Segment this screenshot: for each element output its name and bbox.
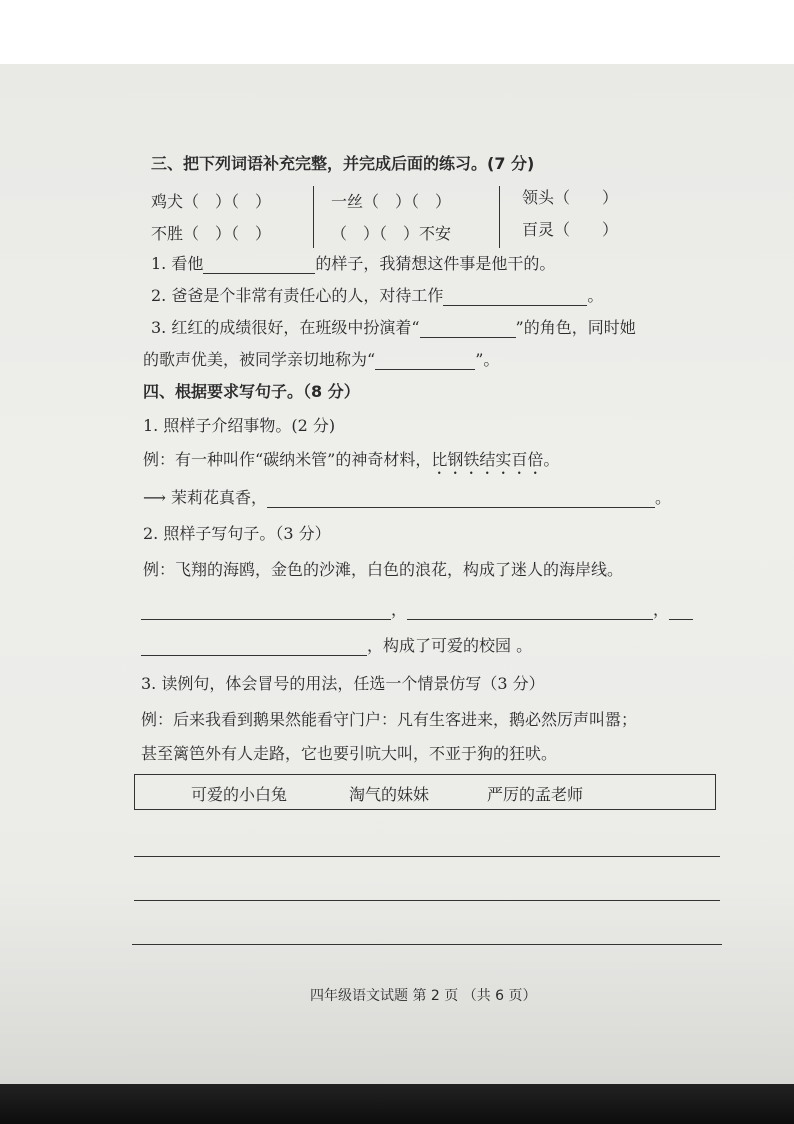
answer-blank[interactable] xyxy=(669,603,693,620)
writing-line-1[interactable] xyxy=(134,856,720,857)
word-cell-r2c1: 不胜（ ）（ ） xyxy=(151,224,272,243)
word-cell-r1c2: 一丝（ ）（ ） xyxy=(331,192,452,211)
s3-question-3-line2: 的歌声优美，被同学亲切地称为“ ”。 xyxy=(143,350,500,369)
grid-divider-1 xyxy=(313,186,314,248)
option-2[interactable]: 淘气的妹妹 xyxy=(349,785,430,804)
word-cell-r2c2: （ ）（ ）不安 xyxy=(331,224,452,243)
s4-q2-title: 2. 照样子写句子。（3 分） xyxy=(143,524,331,543)
word-cell-r2c3: 百灵（ ） xyxy=(522,220,619,239)
s4-q2-example: 例：飞翔的海鸥，金色的沙滩，白色的浪花，构成了迷人的海岸线。 xyxy=(143,560,624,579)
option-1[interactable]: 可爱的小白兔 xyxy=(191,785,288,804)
s3-question-3-line1: 3. 红红的成绩很好，在班级中扮演着“ ”的角色，同时她 xyxy=(151,318,636,337)
answer-blank[interactable] xyxy=(407,603,653,620)
photo-dark-edge xyxy=(0,1084,794,1124)
word-cell-r1c1: 鸡犬（ ）（ ） xyxy=(151,192,272,211)
section-4-heading: 四、根据要求写句子。（8 分） xyxy=(143,382,360,401)
option-3[interactable]: 严厉的孟老师 xyxy=(487,785,584,804)
s4-q1-answer-line: ⟶ 茉莉花真香， 。 xyxy=(143,488,672,507)
s4-q3-example-line1: 例：后来我看到鹅果然能看守门户：凡有生客进来，鹅必然厉声叫嚣； xyxy=(141,710,638,729)
page-footer: 四年级语文试题 第 2 页 （共 6 页） xyxy=(310,988,537,1004)
answer-blank[interactable] xyxy=(141,603,391,620)
s4-q3-title: 3. 读例句，体会冒号的用法，任选一个情景仿写（3 分） xyxy=(141,674,545,693)
s3-question-1: 1. 看他 的样子，我猜想这件事是他干的。 xyxy=(151,254,556,273)
s4-q3-example-line2: 甚至篱笆外有人走路，它也要引吭大叫，不亚于狗的狂吠。 xyxy=(141,744,558,763)
word-cell-r1c3: 领头（ ） xyxy=(522,188,619,207)
answer-blank[interactable] xyxy=(203,257,315,274)
grid-divider-2 xyxy=(499,186,500,248)
answer-blank[interactable] xyxy=(267,491,655,508)
s4-q1-title: 1. 照样子介绍事物。(2 分) xyxy=(143,416,336,435)
answer-blank[interactable] xyxy=(443,289,587,306)
exam-paper-photo xyxy=(0,64,794,1084)
answer-blank[interactable] xyxy=(375,353,475,370)
s4-q2-answer-line1: ， ， xyxy=(141,600,693,620)
answer-blank[interactable] xyxy=(141,639,367,656)
s3-question-2: 2. 爸爸是个非常有责任心的人，对待工作 。 xyxy=(151,286,604,305)
writing-line-2[interactable] xyxy=(134,900,720,901)
writing-line-3[interactable] xyxy=(132,944,722,945)
scenario-options-box xyxy=(134,774,716,810)
answer-blank[interactable] xyxy=(420,321,516,338)
s4-q2-answer-line2: ，构成了可爱的校园 。 xyxy=(141,636,532,656)
s4-q1-example: 例：有一种叫作“碳纳米管”的神奇材料，比钢铁结实百倍。 xyxy=(143,450,560,469)
section-3-heading: 三、把下列词语补充完整，并完成后面的练习。(7 分) xyxy=(151,154,535,173)
